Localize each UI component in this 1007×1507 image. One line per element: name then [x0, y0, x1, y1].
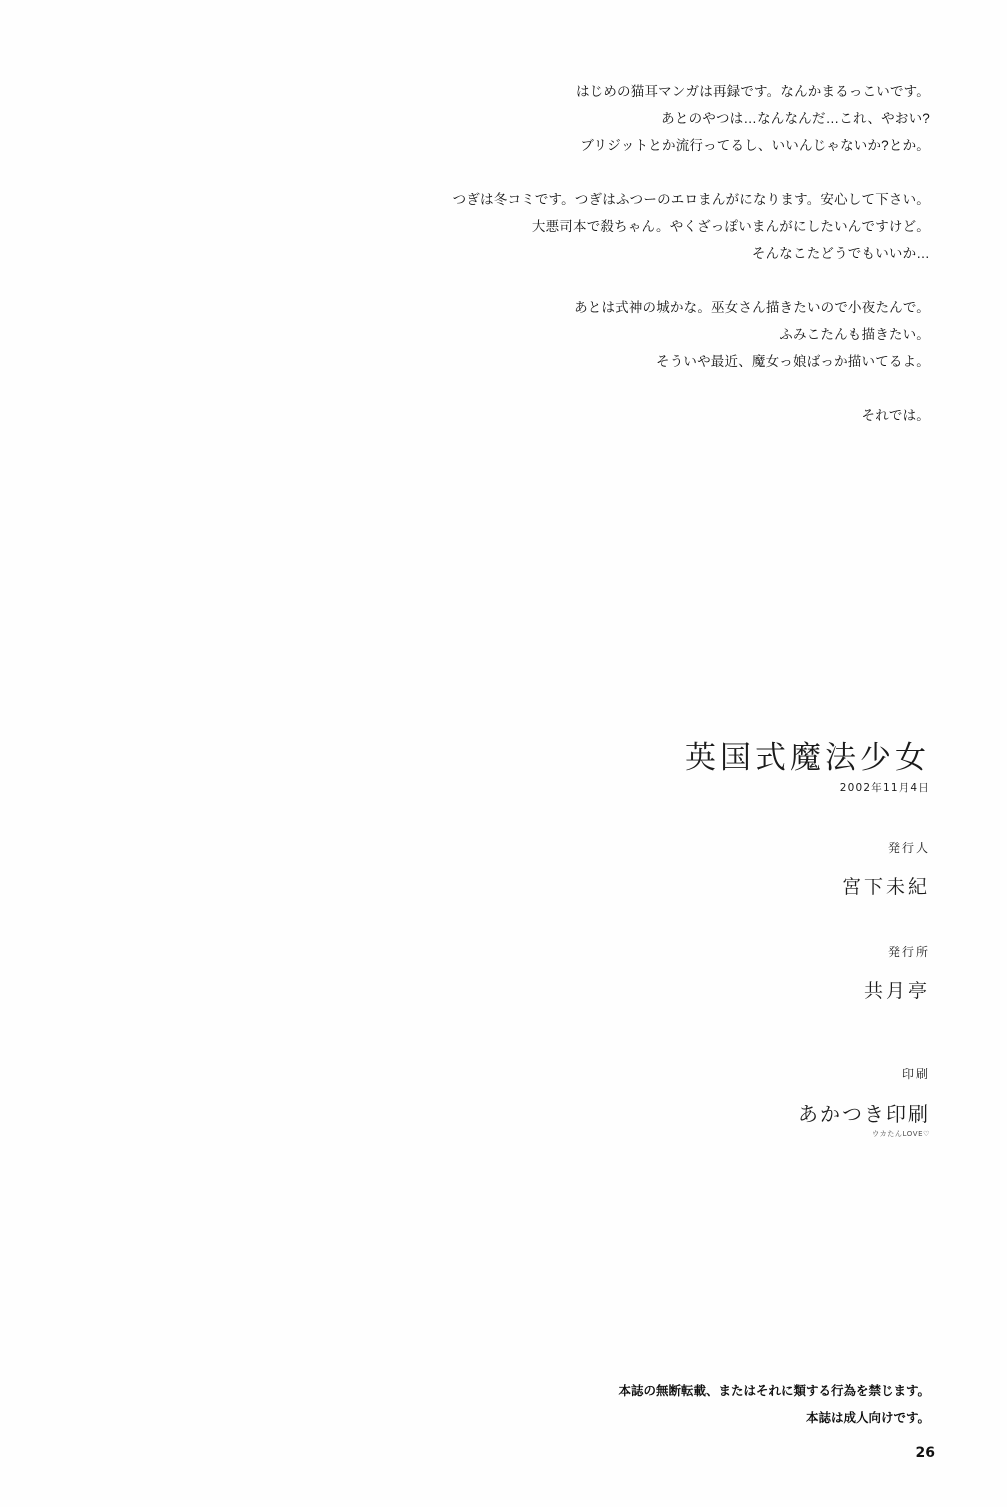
printer-name: あかつき印刷 [798, 1102, 930, 1126]
circle-field [600, 943, 930, 1003]
afterword-line: 大悪司本で殺ちゃん。やくざっぽいまんがにしたいんですけど。 [531, 219, 930, 234]
afterword-line: あとのやつは…なんなんだ…これ、やおい? [661, 111, 930, 126]
afterword-line: そういや最近、魔女っ娘ばっか描いてるよ。 [656, 354, 930, 369]
book-title: 英国式魔法少女 [685, 740, 930, 776]
publication-date: 2002年11月4日 [839, 782, 930, 794]
afterword-line: そんなこたどうでもいいか… [751, 246, 930, 261]
adult-notice: 本誌は成人向けです。 [805, 1411, 930, 1425]
circle-name: 共月亭 [863, 980, 930, 1002]
afterword-line: ふみこたんも描きたい。 [779, 327, 930, 342]
page-number: 26 [915, 1445, 935, 1461]
reprint-notice: 本誌の無断転載、またはそれに類する行為を禁じます。 [618, 1384, 930, 1398]
afterword-line: つぎは冬コミです。つぎはふつーのエロまんがになります。安心して下さい。 [452, 192, 930, 207]
legal-notices [520, 1378, 930, 1432]
circle-label: 発行所 [887, 945, 930, 959]
publisher-label: 発行人 [887, 841, 930, 855]
printer-subtitle: ウカたんLOVE♡ [872, 1130, 930, 1138]
paragraph-spacer [440, 267, 930, 294]
printer-label: 印刷 [901, 1067, 930, 1081]
paragraph-spacer [440, 375, 930, 402]
afterword-closing: それでは。 [861, 408, 930, 423]
publisher-name: 宮下未紀 [841, 876, 930, 898]
afterword-text [440, 78, 930, 429]
paragraph-spacer [440, 159, 930, 186]
afterword-line: はじめの猫耳マンガは再録です。なんかまるっこいです。 [575, 84, 930, 99]
publisher-field [600, 839, 930, 899]
colophon-block [600, 740, 930, 1139]
afterword-line: ブリジットとか流行ってるし、いいんじゃないか?とか。 [580, 138, 930, 153]
afterword-line: あとは式神の城かな。巫女さん描きたいので小夜たんで。 [574, 300, 930, 315]
printer-field [600, 1065, 930, 1139]
